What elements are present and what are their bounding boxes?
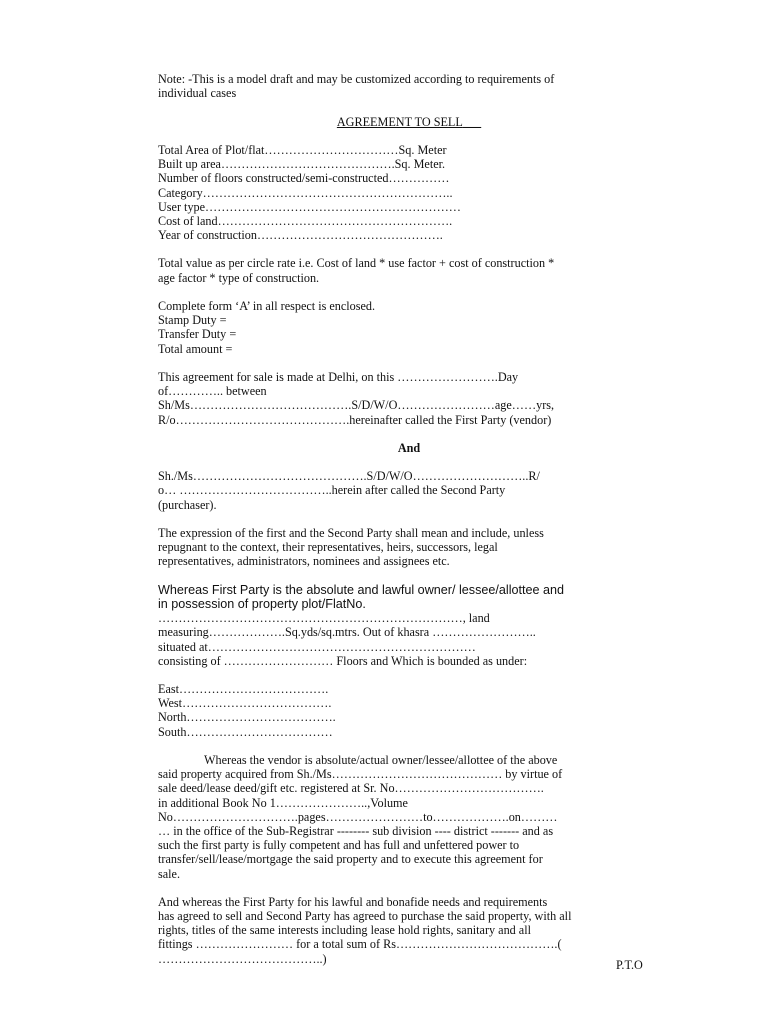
vendor-para-line-1: Whereas the vendor is absolute/actual owner/lessee/allottee of the above — [204, 753, 558, 767]
vendor-para-line-6: … in the office of the Sub-Registrar -------- sub division ---- district ------- and as — [158, 823, 554, 838]
transfer-duty: Transfer Duty = — [158, 327, 237, 342]
vendor-para-line-2: said property acquired from Sh./Ms…………………………………… by virtue of — [158, 767, 563, 782]
second-party-line-2: o… ………………………………..herein after called the Second Party — [158, 483, 506, 498]
first-party-name: Sh/Ms………………………………….S/D/W/O……………………age……yrs, — [158, 398, 555, 413]
detail-year-of-construction: Year of construction………………………………………. — [158, 228, 443, 243]
expression-line-1: The expression of the first and the Second Party shall mean and include, unless — [158, 526, 544, 540]
and-heading: And — [397, 440, 421, 455]
title-text: AGREEMENT TO SELL — [336, 114, 463, 129]
expression-line-2: repugnant to the context, their representatives, heirs, successors, legal — [158, 540, 498, 555]
vendor-para-line-9: sale. — [158, 866, 180, 881]
final-para-line-1: And whereas the First Party for his lawful and bonafide needs and requirements — [158, 894, 548, 909]
stamp-duty: Stamp Duty = — [158, 313, 227, 328]
boundary-west: West………………………………. — [158, 696, 332, 711]
detail-floors: Number of floors constructed/semi-constructed…………… — [158, 171, 450, 186]
agreement-intro-line-1: This agreement for sale is made at Delhi, on this …………………….Day — [158, 369, 519, 384]
second-party-line-1: Sh./Ms…………………………………….S/D/W/O………………………..R/ — [158, 469, 540, 484]
detail-user-type: User type……………………………………………………… — [158, 199, 461, 214]
detail-total-area: Total Area of Plot/flat……………………………Sq. Meter — [158, 142, 447, 157]
title-suffix: ___ — [462, 114, 482, 129]
whereas-line-4: measuring……………….Sq.yds/sq.mtrs. Out of khasra …………………….. — [158, 625, 536, 640]
total-value-line-2: age factor * type of construction. — [158, 270, 320, 285]
form-a-note: Complete form ‘A’ in all respect is enclosed. — [158, 299, 376, 313]
page-turn-over: P.T.O — [616, 958, 643, 972]
whereas-line-2: in possession of property plot/FlatNo. — [158, 596, 366, 611]
boundary-south: South……………………………… — [158, 724, 333, 739]
whereas-line-3: …………………………………………………………………, land — [158, 611, 490, 626]
agreement-intro-line-2: of………….. between — [158, 384, 267, 399]
property-details — [158, 143, 660, 242]
expression-line-3: representatives, administrators, nominees and assignees etc. — [158, 554, 450, 569]
whereas-line-5: situated at………………………………………………………… — [158, 639, 476, 654]
final-para-line-4: fittings …………………… for a total sum of Rs………………………………….( — [158, 937, 562, 952]
boundaries-list — [158, 682, 660, 739]
final-para-line-2: has agreed to sell and Second Party has agreed to purchase the said property, with all — [158, 909, 572, 924]
vendor-para-line-5: No………………………….pages……………………to……………….on……… — [158, 809, 558, 824]
detail-cost-of-land: Cost of land…………………………………………………. — [158, 213, 453, 228]
document-title — [158, 115, 660, 129]
vendor-para-line-8: transfer/sell/lease/mortgage the said property and to execute this agreement for — [158, 852, 543, 867]
detail-built-up-area: Built up area…………………………………….Sq. Meter. — [158, 157, 446, 172]
first-party-residence: R/o…………………………………….hereinafter called the First Party (vendor) — [158, 412, 552, 427]
agreement-document — [158, 72, 660, 966]
total-amount: Total amount = — [158, 341, 233, 356]
vendor-para-line-7: such the first party is fully competent and has full and unfettered power to — [158, 838, 520, 853]
detail-category: Category…………………………………………………….. — [158, 185, 453, 200]
final-para-line-5: …………………………………..) — [158, 951, 327, 966]
boundary-north: North………………………………. — [158, 710, 336, 725]
vendor-para-line-3: sale deed/lease deed/gift etc. registered at Sr. No………………………………. — [158, 781, 544, 796]
total-value-line-1: Total value as per circle rate i.e. Cost of land * use factor + cost of construction * — [158, 256, 555, 271]
final-para-line-3: rights, titles of the same interests including lease hold rights, sanitary and all — [158, 923, 531, 938]
second-party-line-3: (purchaser). — [158, 497, 217, 512]
boundary-east: East………………………………. — [158, 682, 329, 697]
whereas-line-6: consisting of ……………………… Floors and Which is bounded as under: — [158, 653, 528, 668]
note-line-2: individual cases — [158, 86, 237, 101]
note-line-1: Note: -This is a model draft and may be customized according to requirements of — [158, 72, 555, 86]
whereas-line-1: Whereas First Party is the absolute and lawful owner/ lessee/allottee and — [158, 582, 565, 597]
vendor-para-line-4: in additional Book No 1…………………..,Volume — [158, 795, 408, 810]
